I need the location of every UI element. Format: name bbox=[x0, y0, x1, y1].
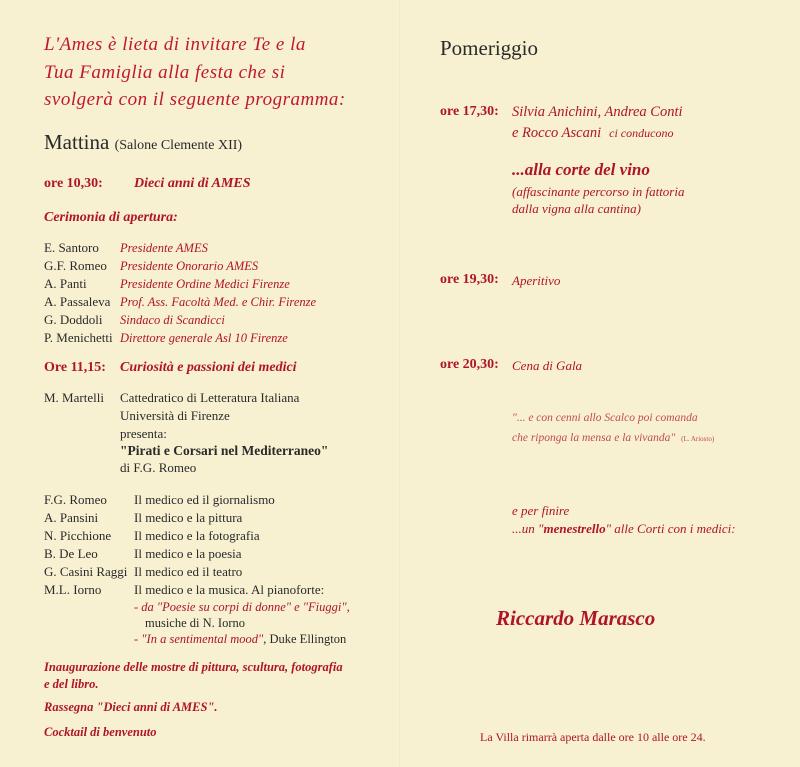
finale-prefix: ...un " bbox=[512, 521, 544, 536]
hosts-line-1: Silvia Anichini, Andrea Conti bbox=[512, 104, 683, 120]
talk-name: B. De Leo bbox=[44, 546, 98, 561]
talk-name: G. Casini Raggi bbox=[44, 564, 128, 579]
martelli-line: Università di Firenze bbox=[120, 408, 230, 423]
hosts-name: e Rocco Ascani bbox=[512, 125, 602, 141]
page-fold bbox=[399, 0, 401, 767]
footer-note: La Villa rimarrà aperta dalle ore 10 alle ore 24. bbox=[480, 730, 706, 744]
music-piece: - "In a sentimental mood" bbox=[134, 632, 264, 646]
morning-venue: (Salone Clemente XII) bbox=[114, 138, 243, 153]
intro-line-3: svolgerà con il seguente programma: bbox=[44, 89, 346, 110]
rassegna: Rassegna "Dieci anni di AMES". bbox=[44, 700, 218, 714]
quote-line-2 bbox=[512, 432, 714, 444]
speaker-role: Presidente AMES bbox=[120, 241, 208, 255]
speaker-name: P. Menichetti bbox=[44, 330, 113, 345]
speaker-name: A. Panti bbox=[44, 276, 87, 291]
martelli-line: Cattedratico di Letteratura Italiana bbox=[120, 390, 300, 405]
slot5-time: ore 20,30: bbox=[440, 357, 499, 372]
speaker-name: A. Passaleva bbox=[44, 294, 111, 309]
talk-topic: Il medico e la fotografia bbox=[134, 528, 260, 543]
afternoon-title: Pomeriggio bbox=[440, 36, 538, 60]
talk-topic: Il medico ed il giornalismo bbox=[134, 492, 275, 507]
wine-subtitle-1: (affascinante percorso in fattoria bbox=[512, 184, 685, 199]
speaker-name: G.F. Romeo bbox=[44, 258, 107, 273]
speaker-role: Presidente Onorario AMES bbox=[120, 259, 259, 273]
speaker-name: E. Santoro bbox=[44, 240, 99, 255]
finale-line-2 bbox=[512, 521, 736, 537]
talk-topic: Il medico ed il teatro bbox=[134, 564, 243, 579]
martelli-line: di F.G. Romeo bbox=[120, 460, 197, 475]
speaker-role: Presidente Ordine Medici Firenze bbox=[120, 277, 290, 291]
quote-author: (L. Ariosto) bbox=[681, 435, 715, 443]
speaker-role: Prof. Ass. Facoltà Med. e Chir. Firenze bbox=[120, 295, 317, 309]
talk-topic: Il medico e la pittura bbox=[134, 510, 243, 525]
slot2-title: Curiosità e passioni dei medici bbox=[120, 360, 297, 375]
slot2-time: Ore 11,15: bbox=[44, 360, 106, 375]
wine-title: ...alla corte del vino bbox=[512, 160, 650, 179]
slot5-title: Cena di Gala bbox=[512, 358, 583, 373]
finale-minstrel: menestrello bbox=[543, 521, 606, 536]
morning-title bbox=[44, 130, 242, 155]
martelli-line: presenta: bbox=[120, 426, 167, 441]
slot3-time: ore 17,30: bbox=[440, 104, 499, 119]
talk-topic: Il medico e la poesia bbox=[134, 546, 242, 561]
hosts-line-2 bbox=[512, 124, 673, 142]
wine-subtitle-2: dalla vigna alla cantina) bbox=[512, 201, 641, 216]
quote-line-1: "... e con cenni allo Scalco poi comanda bbox=[512, 412, 698, 424]
performer-name: Riccardo Marasco bbox=[496, 606, 656, 630]
talk-name: N. Picchione bbox=[44, 528, 112, 543]
morning-title-text: Mattina bbox=[44, 130, 110, 154]
inauguration-line-2: e del libro. bbox=[44, 677, 99, 691]
intro-line-2: Tua Famiglia alla festa che si bbox=[44, 62, 286, 83]
music-line-1: - da "Poesie su corpi di donne" e "Fiuggi", bbox=[134, 600, 350, 614]
slot1-time: ore 10,30: bbox=[44, 176, 103, 191]
talk-name: A. Pansini bbox=[44, 510, 99, 525]
speaker-name: G. Doddoli bbox=[44, 312, 103, 327]
music-line-2: musiche di N. Iorno bbox=[145, 616, 245, 630]
intro-line-1: L'Ames è lieta di invitare Te e la bbox=[44, 34, 306, 55]
book-title: "Pirati e Corsari nel Mediterraneo" bbox=[120, 443, 329, 458]
music-line-3 bbox=[134, 632, 346, 647]
slot4-title: Aperitivo bbox=[512, 273, 561, 288]
cocktail: Cocktail di benvenuto bbox=[44, 725, 157, 739]
talk-name: F.G. Romeo bbox=[44, 492, 107, 507]
finale-suffix: " alle Corti con i medici: bbox=[605, 521, 736, 536]
martelli-name: M. Martelli bbox=[44, 390, 104, 405]
finale-line-1: e per finire bbox=[512, 503, 570, 518]
slot4-time: ore 19,30: bbox=[440, 272, 499, 287]
ceremony-heading: Cerimonia di apertura: bbox=[44, 210, 178, 225]
speaker-role: Direttore generale Asl 10 Firenze bbox=[120, 331, 288, 345]
speaker-role: Sindaco di Scandicci bbox=[120, 313, 225, 327]
talk-name: M.L. Iorno bbox=[44, 582, 102, 597]
talk-topic: Il medico e la musica. Al pianoforte: bbox=[134, 582, 325, 597]
hosts-lead: ci conducono bbox=[609, 126, 674, 140]
inauguration-line-1: Inaugurazione delle mostre di pittura, scultura, fotografia bbox=[44, 660, 343, 674]
slot1-title: Dieci anni di AMES bbox=[134, 176, 251, 191]
music-composer: , Duke Ellington bbox=[263, 632, 347, 646]
quote-text: che riponga la mensa e la vivanda" bbox=[512, 432, 676, 444]
